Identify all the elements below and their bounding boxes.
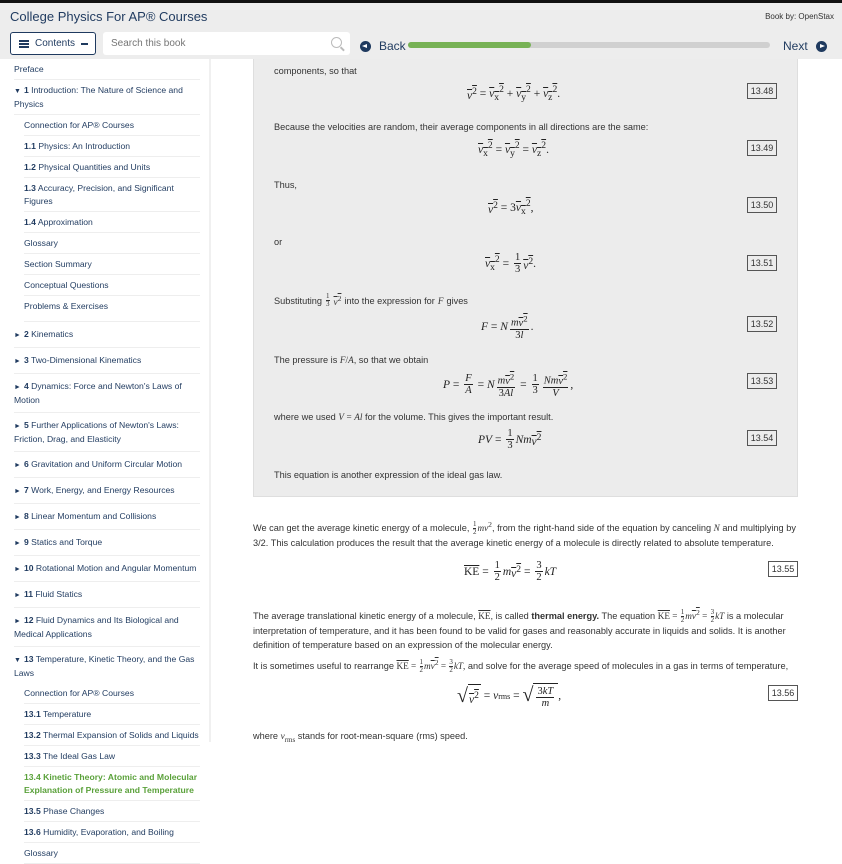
contents-toggle-button[interactable] — [10, 32, 96, 55]
toc-item[interactable]: Section Summary — [24, 254, 200, 275]
table-of-contents — [0, 59, 211, 858]
toc-item[interactable]: 1.3 Accuracy, Precision, and Significant Figures — [24, 178, 200, 212]
toc-chapter[interactable]: ► 7 Work, Energy, and Energy Resources — [14, 478, 200, 504]
equation-13-55: $\overline{KE}$ = $\frac{1}{2}$ m $v^2$ = $\frac{3}{2}$ kT — [464, 560, 557, 583]
toc-item[interactable]: 13.2 Thermal Expansion of Solids and Liquids — [24, 725, 200, 746]
book-title: College Physics For AP® Courses — [10, 9, 208, 24]
toc-chapter-1[interactable]: ▼ 1 Introduction: The Nature of Science and Physics — [14, 80, 200, 115]
toc-item[interactable]: 13.5 Phase Changes — [24, 801, 200, 822]
toc-chapter[interactable]: ► 6 Gravitation and Uniform Circular Motion — [14, 452, 200, 478]
book-progress-bar — [408, 42, 770, 48]
equation-13-56: √ $v^2$ = v rms = √ $\frac{3kT}{m}$ , — [457, 684, 562, 709]
toc-item[interactable]: 13.6 Humidity, Evaporation, and Boiling — [24, 822, 200, 843]
arrow-left-circle-icon — [360, 41, 371, 52]
triangle-down-icon: ▼ — [14, 88, 21, 95]
triangle-right-icon: ► — [14, 592, 21, 599]
toc-chapter[interactable]: ► 9 Statics and Torque — [14, 530, 200, 556]
toc-item[interactable]: Glossary — [24, 843, 200, 864]
toc-preface[interactable]: Preface — [14, 59, 200, 80]
triangle-right-icon: ► — [14, 566, 21, 573]
equation-number: 13.51 — [747, 255, 777, 271]
triangle-right-icon: ► — [14, 332, 21, 339]
equation-number: 13.49 — [747, 140, 777, 156]
toc-chapter[interactable]: ► 4 Dynamics: Force and Newton's Laws of Motion — [14, 374, 200, 413]
toc-chapter[interactable]: ► 12 Fluid Dynamics and Its Biological and Medical Applications — [14, 608, 200, 647]
paragraph: components, so that — [274, 66, 357, 76]
triangle-down-icon: ▼ — [14, 657, 21, 664]
triangle-right-icon: ► — [14, 462, 21, 469]
triangle-right-icon: ► — [14, 618, 21, 625]
paragraph: Because the velocities are random, their average components in all directions are the same: — [274, 122, 649, 132]
toc-item[interactable]: 13.1 Temperature — [24, 704, 200, 725]
back-label: Back — [379, 39, 406, 53]
toc-chapter[interactable]: ► 11 Fluid Statics — [14, 582, 200, 608]
back-button[interactable] — [360, 39, 406, 53]
list-icon — [19, 40, 29, 48]
equation-number: 13.50 — [747, 197, 777, 213]
toc-item[interactable]: Connection for AP® Courses — [24, 115, 200, 136]
equation-number: 13.55 — [768, 561, 798, 577]
paragraph: The pressure is F/A, so that we obtain — [274, 355, 429, 365]
equation-13-53: P = $\frac{F}{A}$ = N $\frac{mv^2}{3Al}$ = $\frac{1}{3}$ $\frac{Nmv^2}{V}$ , — [443, 371, 574, 399]
paragraph: This equation is another expression of the ideal gas law. — [274, 470, 503, 480]
triangle-right-icon: ► — [14, 514, 21, 521]
equation-number: 13.48 — [747, 83, 777, 99]
equation-number: 13.52 — [747, 316, 777, 332]
equation-13-50: $v^2$ = 3 $v_x^2$ , — [488, 198, 534, 218]
search-input[interactable] — [103, 32, 350, 55]
contents-label: Contents — [35, 38, 76, 49]
equation-13-49: $v_x^2$ = $v_y^2$ = $v_z^2$ . — [478, 140, 549, 160]
toc-chapter[interactable]: ► 8 Linear Momentum and Collisions — [14, 504, 200, 530]
toc-item[interactable]: Conceptual Questions — [24, 275, 200, 296]
paragraph: Thus, — [274, 180, 297, 190]
content-gutter — [213, 59, 253, 742]
toc-item[interactable]: Problems & Exercises — [24, 296, 200, 322]
minus-icon — [81, 43, 88, 45]
toc-chapter[interactable]: ► 3 Two-Dimensional Kinematics — [14, 348, 200, 374]
search-icon[interactable] — [331, 37, 342, 48]
paragraph: Substituting 1 3 $v^2$ into the expression for F gives — [274, 292, 468, 309]
triangle-right-icon: ► — [14, 540, 21, 547]
paragraph: It is sometimes useful to rearrange $\overline{KE}$ = $\frac{1}{2}$ $mv^2$ = $\frac{3}{2}$ kT, and solve for the average speed of molecules in a gas in terms of temperature, — [253, 658, 789, 675]
toc-item[interactable]: 1.2 Physical Quantities and Units — [24, 157, 200, 178]
next-button[interactable] — [783, 39, 827, 53]
paragraph: or — [274, 237, 283, 247]
header — [0, 3, 842, 59]
toc-item[interactable]: 13.3 The Ideal Gas Law — [24, 746, 200, 767]
paragraph: where we used V = Al for the volume. This gives the important result. — [274, 412, 554, 422]
toc-chapter-13[interactable]: ▼ 13 Temperature, Kinetic Theory, and the Gas Laws — [14, 654, 195, 678]
triangle-right-icon: ► — [14, 358, 21, 365]
equation-number: 13.54 — [747, 430, 777, 446]
toc-item-active[interactable]: 13.4 Kinetic Theory: Atomic and Molecular Explanation of Pressure and Temperature — [24, 767, 200, 801]
equation-13-52: F = N $\frac{mv^2}{3l}$ . — [481, 313, 534, 341]
toc-chapter[interactable]: ► 10 Rotational Motion and Angular Momentum — [14, 556, 200, 582]
triangle-right-icon: ► — [14, 384, 21, 391]
toc-chapter[interactable]: ► 5 Further Applications of Newton's Laws: Friction, Drag, and Elasticity — [14, 413, 200, 452]
toc-item[interactable]: 1.1 Physics: An Introduction — [24, 136, 200, 157]
equation-number: 13.53 — [747, 373, 777, 389]
toc-item[interactable]: 1.4 Approximation — [24, 212, 200, 233]
toc-chapter[interactable]: ► 2 Kinematics — [14, 322, 200, 348]
toc-item[interactable]: Connection for AP® Courses — [24, 683, 200, 704]
progress-fill — [408, 42, 531, 48]
triangle-right-icon: ► — [14, 423, 21, 430]
paragraph: where $v_{rms}$ stands for root-mean-square (rms) speed. — [253, 731, 468, 744]
next-label: Next — [783, 39, 808, 53]
paragraph: We can get the average kinetic energy of a molecule, $\frac{1}{2}$ $mv^2$, from the right-hand side of the equation by canceling N and multiplying by 3/2. This calculation produces the result that the average kinetic energy of a molecule is directly related to absolute temperature. — [253, 520, 796, 549]
triangle-right-icon: ► — [14, 488, 21, 495]
arrow-right-circle-icon — [816, 41, 827, 52]
toc-item[interactable]: Glossary — [24, 233, 200, 254]
equation-number: 13.56 — [768, 685, 798, 701]
equation-13-51: $v_x^2$ = $\frac{1}{3}$ $v^2$ . — [485, 252, 536, 275]
paragraph: The average translational kinetic energy of a molecule, $\overline{KE}$, is called thermal energy. The equation $\overline{KE}$ = $\frac{1}{2}$ $mv^2$ = $\frac{3}{2}$ kT is a molecular interpretation of temperature, and it has been found to be valid for gases and reasonably accurate in liquids and solids. It is another definition of temperature based on an expression of the molecular energy. — [253, 608, 786, 651]
equation-13-48: $v^2$ = $v_x^2$ + $v_y^2$ + $v_z^2$ . — [467, 84, 561, 104]
book-author: Book by: OpenStax — [765, 12, 834, 21]
equation-13-54: PV = $\frac{1}{3}$ Nm $v^2$ — [478, 428, 542, 451]
